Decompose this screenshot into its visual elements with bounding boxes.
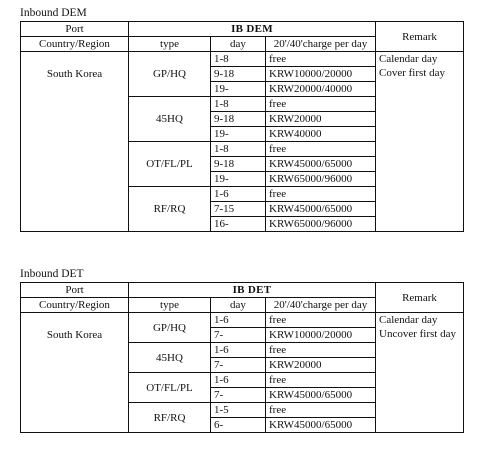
det-day-cell: 1-5 — [211, 403, 266, 418]
det-charge-header: 20'/40'charge per day — [266, 298, 376, 313]
dem-day-header: day — [211, 37, 266, 52]
dem-charge-cell: free — [266, 52, 376, 67]
dem-type-cell: RF/RQ — [129, 187, 211, 232]
dem-type-cell: GP/HQ — [129, 52, 211, 97]
dem-remark-cell — [376, 52, 464, 232]
det-day-cell: 1-6 — [211, 373, 266, 388]
dem-charge-cell: free — [266, 97, 376, 112]
dem-day-cell: 9-18 — [211, 67, 266, 82]
det-day-cell: 1-6 — [211, 343, 266, 358]
dem-charge-cell: KRW20000 — [266, 112, 376, 127]
dem-type-cell: 45HQ — [129, 97, 211, 142]
det-charge-cell: free — [266, 373, 376, 388]
det-day-cell: 1-6 — [211, 313, 266, 328]
det-charge-cell: KRW10000/20000 — [266, 328, 376, 343]
dem-remark-line: Cover first day — [379, 67, 445, 79]
dem-day-cell: 1-8 — [211, 52, 266, 67]
det-table-body — [21, 283, 464, 433]
det-day-cell: 6- — [211, 418, 266, 433]
dem-day-cell: 9-18 — [211, 157, 266, 172]
dem-section-title: Inbound DEM — [20, 7, 87, 19]
det-port-header: Port — [21, 283, 129, 298]
dem-group-header: IB DEM — [129, 22, 376, 37]
dem-day-cell: 16- — [211, 217, 266, 232]
det-table — [20, 282, 464, 433]
dem-charge-cell: KRW65000/96000 — [266, 217, 376, 232]
det-charge-cell: free — [266, 313, 376, 328]
det-region-cell: South Korea — [21, 313, 129, 433]
dem-charge-cell: KRW40000 — [266, 127, 376, 142]
det-type-cell: OT/FL/PL — [129, 373, 211, 403]
dem-charge-cell: KRW10000/20000 — [266, 67, 376, 82]
dem-day-cell: 19- — [211, 172, 266, 187]
dem-charge-cell: KRW45000/65000 — [266, 202, 376, 217]
det-charge-cell: free — [266, 403, 376, 418]
dem-day-cell: 9-18 — [211, 112, 266, 127]
det-type-cell: GP/HQ — [129, 313, 211, 343]
det-type-cell: RF/RQ — [129, 403, 211, 433]
dem-charge-cell: KRW45000/65000 — [266, 157, 376, 172]
dem-day-cell: 19- — [211, 127, 266, 142]
det-header-row-1 — [21, 283, 464, 298]
det-day-cell: 7- — [211, 328, 266, 343]
dem-table-body — [21, 22, 464, 232]
det-day-cell: 7- — [211, 358, 266, 373]
table-row — [21, 52, 464, 67]
det-remark-cell — [376, 313, 464, 433]
det-charge-cell: KRW45000/65000 — [266, 388, 376, 403]
dem-charge-cell: free — [266, 187, 376, 202]
det-charge-cell: free — [266, 343, 376, 358]
det-section-title: Inbound DET — [20, 268, 84, 280]
det-group-header: IB DET — [129, 283, 376, 298]
dem-header-row-1 — [21, 22, 464, 37]
dem-port-header: Port — [21, 22, 129, 37]
det-day-cell: 7- — [211, 388, 266, 403]
dem-day-cell: 1-8 — [211, 97, 266, 112]
det-country-header: Country/Region — [21, 298, 129, 313]
dem-type-cell: OT/FL/PL — [129, 142, 211, 187]
dem-day-cell: 7-15 — [211, 202, 266, 217]
dem-charge-cell: free — [266, 142, 376, 157]
dem-country-header: Country/Region — [21, 37, 129, 52]
det-day-header: day — [211, 298, 266, 313]
det-type-cell: 45HQ — [129, 343, 211, 373]
dem-day-cell: 1-8 — [211, 142, 266, 157]
dem-day-cell: 19- — [211, 82, 266, 97]
dem-region-cell: South Korea — [21, 52, 129, 232]
dem-charge-cell: KRW20000/40000 — [266, 82, 376, 97]
det-remark-line: Calendar day — [379, 314, 438, 326]
dem-table — [20, 21, 464, 232]
dem-charge-cell: KRW65000/96000 — [266, 172, 376, 187]
det-charge-cell: KRW20000 — [266, 358, 376, 373]
det-type-header: type — [129, 298, 211, 313]
table-row — [21, 313, 464, 328]
dem-remark-line: Calendar day — [379, 53, 438, 65]
dem-remark-header: Remark — [376, 22, 464, 52]
dem-charge-header: 20'/40'charge per day — [266, 37, 376, 52]
det-remark-line: Uncover first day — [379, 328, 456, 340]
det-remark-header: Remark — [376, 283, 464, 313]
det-charge-cell: KRW45000/65000 — [266, 418, 376, 433]
dem-day-cell: 1-6 — [211, 187, 266, 202]
dem-type-header: type — [129, 37, 211, 52]
